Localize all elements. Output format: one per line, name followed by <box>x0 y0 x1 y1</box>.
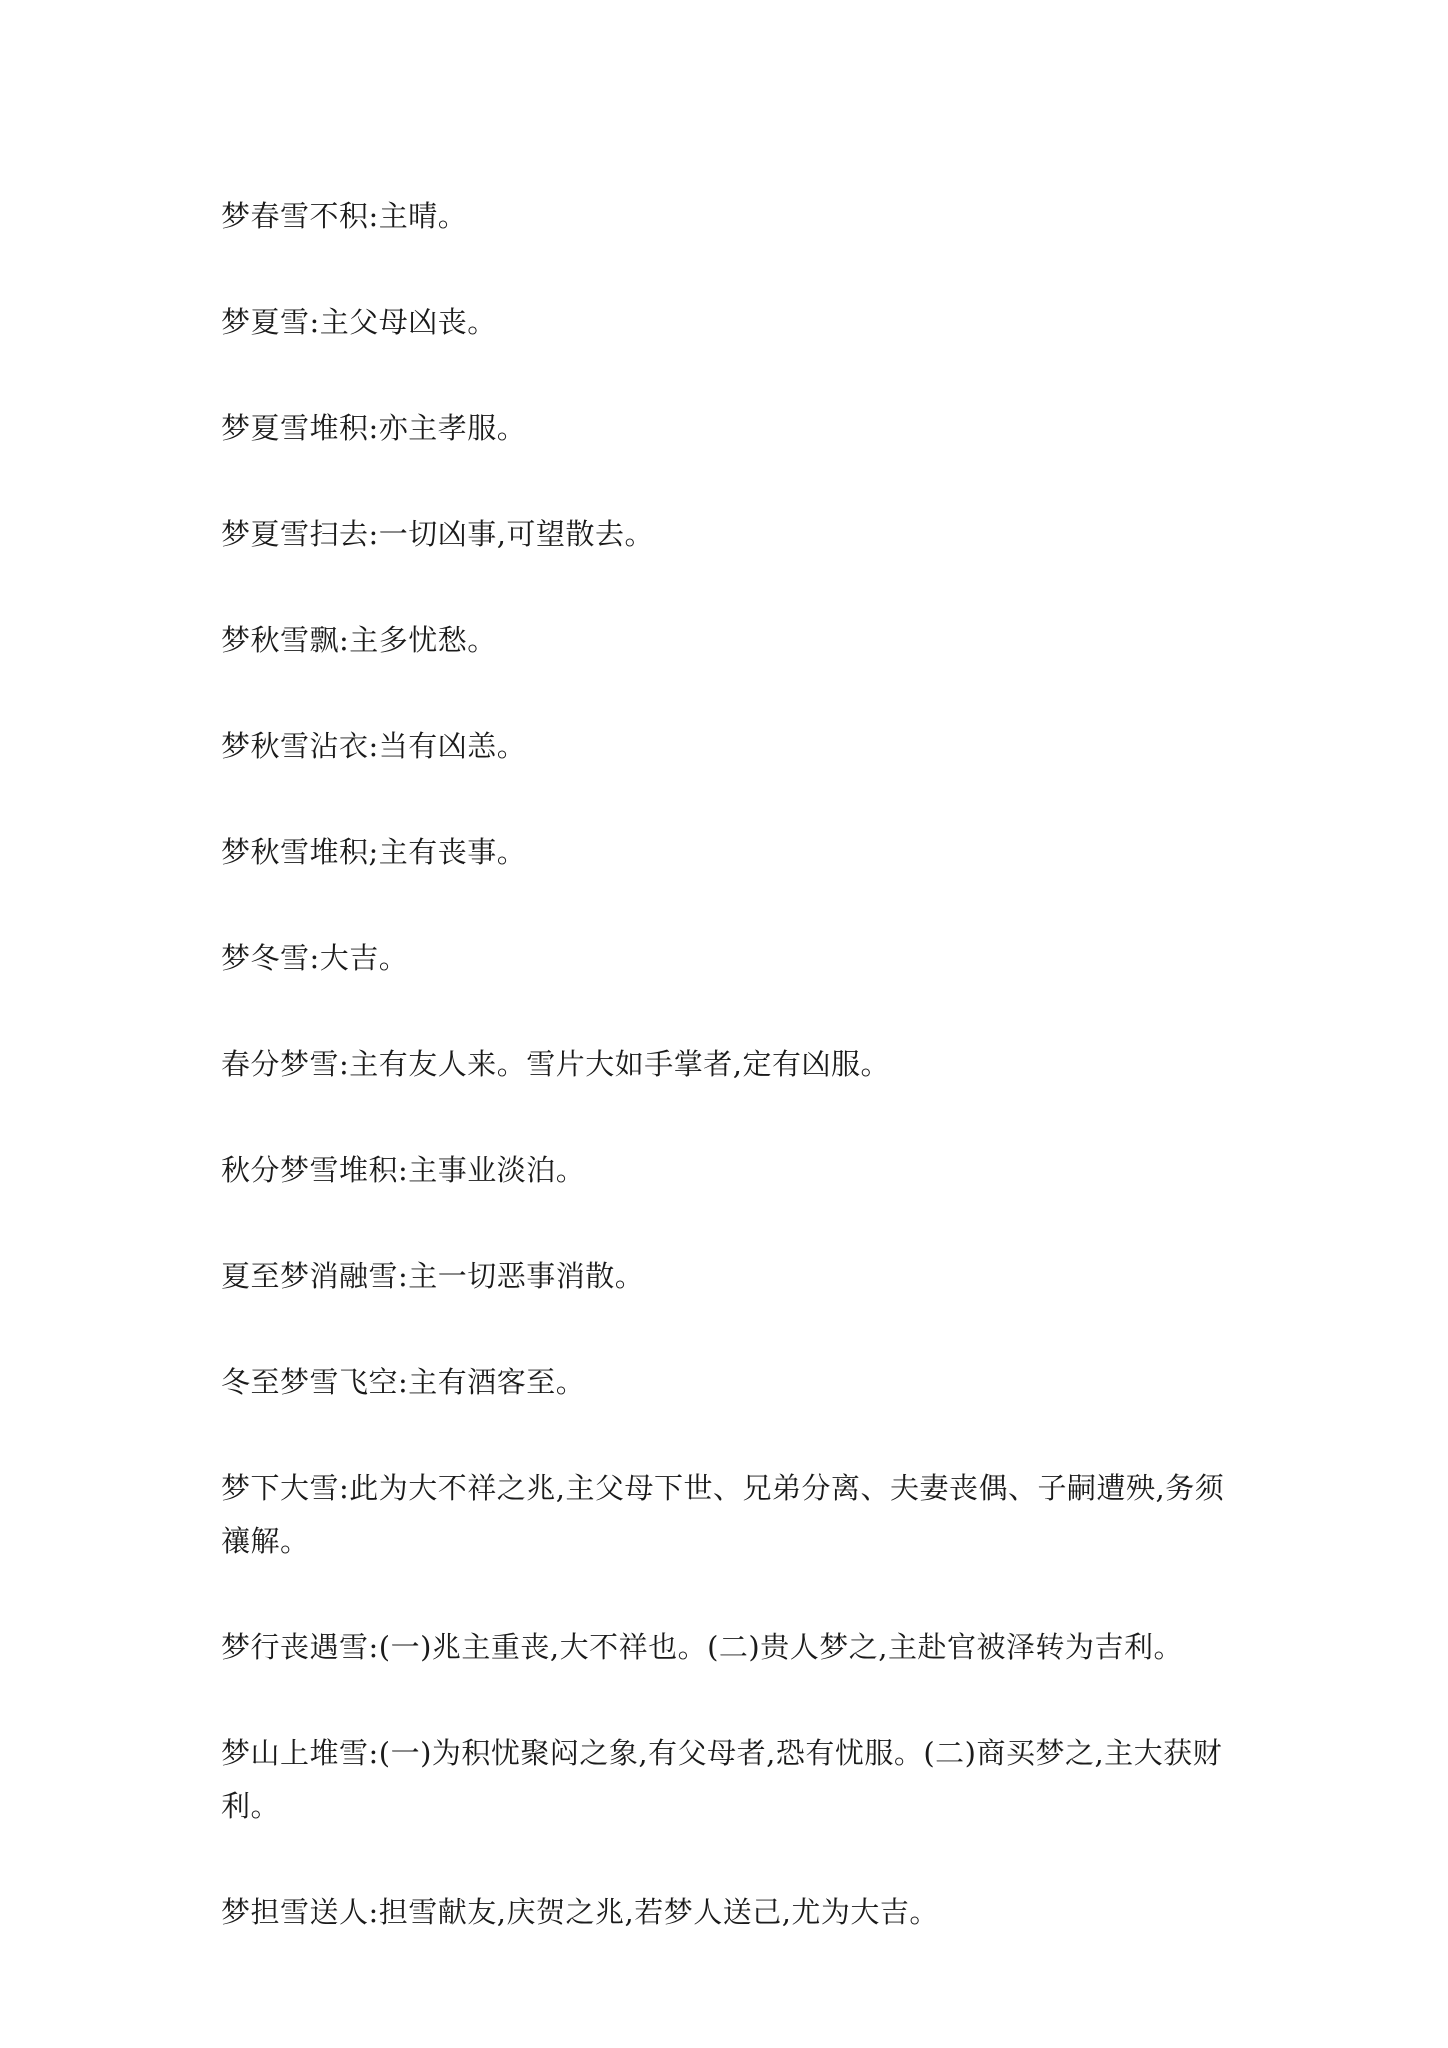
document-body <box>221 190 1251 1992</box>
paragraph: 梦春雪不积:主晴。 <box>221 199 468 233</box>
paragraph: 梦担雪送人:担雪献友,庆贺之兆,若梦人送己,尤为大吉。 <box>221 1895 939 1929</box>
paragraph: 梦秋雪堆积;主有丧事。 <box>221 835 527 869</box>
paragraph: 秋分梦雪堆积:主事业淡泊。 <box>221 1153 586 1187</box>
paragraph: 梦行丧遇雪:(一)兆主重丧,大不祥也。(二)贵人梦之,主赴官被泽转为吉利。 <box>221 1630 1183 1664</box>
paragraph: 梦夏雪扫去:一切凶事,可望散去。 <box>221 517 654 551</box>
paragraph: 梦夏雪堆积:亦主孝服。 <box>221 411 527 445</box>
paragraph: 夏至梦消融雪:主一切恶事消散。 <box>221 1259 645 1293</box>
paragraph: 春分梦雪:主有友人来。雪片大如手掌者,定有凶服。 <box>221 1047 890 1081</box>
paragraph: 梦山上堆雪:(一)为积忧聚闷之象,有父母者,恐有忧服。(二)商买梦之,主大获财利。 <box>221 1736 1223 1823</box>
paragraph: 梦秋雪沾衣:当有凶恙。 <box>221 729 527 763</box>
paragraph: 冬至梦雪飞空:主有酒客至。 <box>221 1365 586 1399</box>
paragraph: 梦冬雪:大吉。 <box>221 941 409 975</box>
paragraph: 梦夏雪:主父母凶丧。 <box>221 305 497 339</box>
paragraph: 梦秋雪飘:主多忧愁。 <box>221 623 497 657</box>
paragraph: 梦下大雪:此为大不祥之兆,主父母下世、兄弟分离、夫妻丧偶、子嗣遭殃,务须禳解。 <box>221 1471 1225 1558</box>
